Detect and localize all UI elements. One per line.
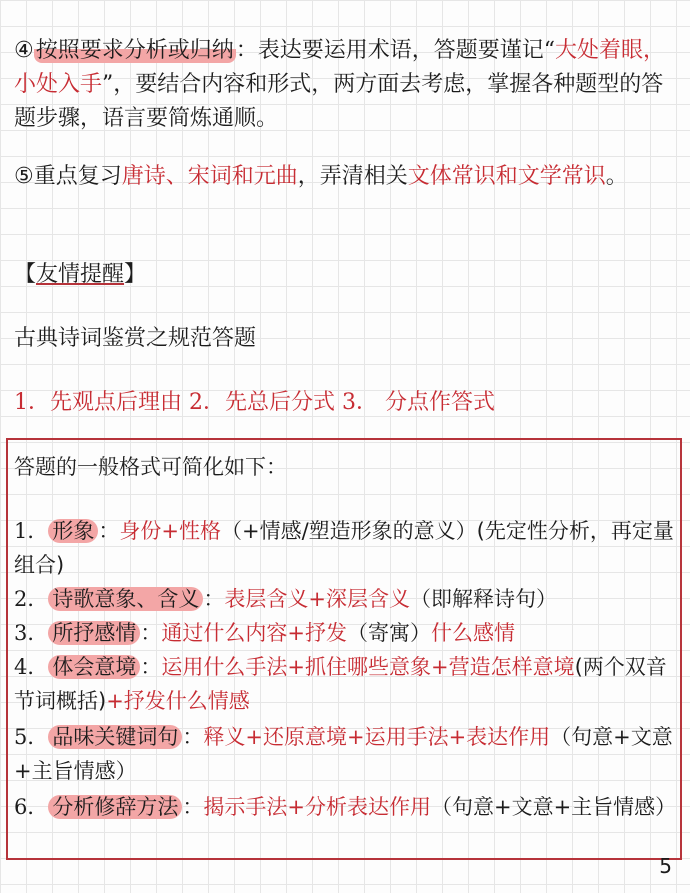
format-item-1 [14,514,684,582]
colon: ： [203,587,225,611]
red-phrase: 唐诗、宋词和元曲 [121,164,298,189]
colon: ： [182,795,204,819]
paragraph-lead: ⑤重点复习 [14,164,122,189]
format-item-3 [14,616,684,650]
item-formula: 通过什么内容+抒发 [161,621,347,645]
item-number: 6． [14,795,49,819]
item-number: 2． [14,587,49,611]
colon: ： [182,725,204,749]
item-label: 品味关键词句 [48,725,182,749]
item-label: 诗歌意象、含义 [48,587,203,611]
colon: ： [140,621,162,645]
highlighted-heading: 按照要求分析或归纳 [35,38,234,63]
colon: ： [235,38,258,63]
paragraph-text: ，弄清相关 [297,164,408,189]
paragraph-4 [14,34,680,136]
tip-label: 友情提醒 [36,262,125,287]
item-number: 3． [14,621,49,645]
principles-line: 1．先观点后理由 2．先总后分式 3． 分点作答式 [14,390,495,415]
item-label: 分析修辞方法 [48,795,182,819]
page-number: 5 [659,854,672,878]
paragraph-5 [14,160,680,194]
paragraph-text: 表达要运用术语，答题要谨记“ [257,38,556,63]
item-formula: 表层含义+深层含义 [224,587,410,611]
item-number: 1． [14,519,49,543]
item-number: 5． [14,725,49,749]
item-note: (两个双音节词概括) [14,655,667,713]
colon: ： [140,655,162,679]
paragraph-text: ”，要结合内容和形式，两方面去考虑，掌握各种题型的答题步骤，语言要简炼通顺。 [14,72,664,131]
item-note: （寄寓） [346,621,431,645]
format-intro: 答题的一般格式可简化如下： [14,455,287,479]
item-note: （句意+文意+主旨情感） [14,725,673,783]
tip-heading [14,258,680,292]
item-formula: 运用什么手法+抓住哪些意象+营造怎样意境 [161,655,575,679]
red-phrase: 大处着眼，小处入手 [14,38,666,97]
circled-number-4: ④ [14,38,34,63]
format-item-6 [14,790,684,824]
red-phrase: 文体常识和文学常识 [407,164,606,189]
item-label: 所抒感情 [48,621,140,645]
paragraph-text: 。 [605,164,628,189]
item-formula: +抒发什么情感 [106,689,250,713]
item-note: （句意+文意+主旨情感） [430,795,677,819]
format-item-5 [14,720,684,788]
subtitle: 古典诗词鉴赏之规范答题 [14,326,257,351]
item-label: 体会意境 [48,655,140,679]
item-note: （+情感/塑造形象的意义）(先定性分析，再定量组合) [14,519,674,577]
format-item-4 [14,650,684,718]
item-formula: 身份+性格 [119,519,221,543]
item-formula: 释义+还原意境+运用手法+表达作用 [203,725,551,749]
item-formula: 揭示手法+分析表达作用 [203,795,431,819]
item-note: （即解释诗句） [409,587,557,611]
bracket-left: 【 [14,262,37,287]
colon: ： [98,519,120,543]
item-label: 形象 [48,519,98,543]
item-number: 4． [14,655,49,679]
bracket-right: 】 [124,262,147,287]
format-item-2 [14,582,684,616]
item-formula: 什么感情 [430,621,515,645]
